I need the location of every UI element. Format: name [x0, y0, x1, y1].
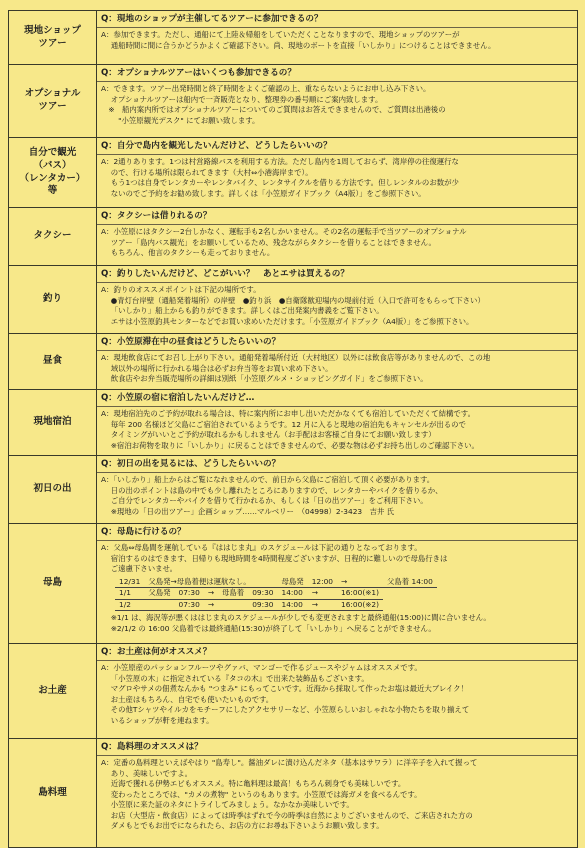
answer-line: A：小笠原産のパッションフルーツやグァバ、マンゴーで作るジュースやジャムはオススメです。 [101, 663, 422, 673]
answer-line: A：「いしかり」船上からはご覧になれませんので、前日から父島にご宿泊して頂く必要があります。 [101, 475, 435, 485]
timetable-cell: → [337, 577, 383, 588]
category-label: お土産 [9, 644, 97, 738]
timetable-cell: 07:30 [175, 599, 204, 611]
section-body [97, 739, 577, 847]
faq-section-self-sightseeing [8, 138, 578, 208]
timetable-cell: 父島着 [386, 576, 410, 586]
question: Q：現地のショップが主催してるツアーに参加できるの？ [97, 11, 577, 28]
category-label: 昼食 [9, 334, 97, 389]
answer-line: ツアー「島内バス観光」をお願いしているため、残念ながらタクシーを借りることはできません。 [101, 237, 436, 247]
answer-line: A：現地飲食店にてお召し上がり下さい。通船発着場所付近（大村地区）以外には飲食店等がありませんので、この地 [101, 353, 491, 363]
answer [97, 225, 577, 261]
question: Q：釣りしたいんだけど、どこがいい？ あとエサは買えるの？ [97, 266, 577, 283]
section-body [97, 208, 577, 265]
faq-section-local-stay [8, 390, 578, 456]
answer-line: ので、行ける場所は限られてきます（大村⇔小港海岸まで）。 [101, 167, 313, 177]
faq-section-taxi [8, 208, 578, 266]
answer [97, 661, 577, 728]
faq-section-first-sunrise [8, 456, 578, 524]
ferry-timetable [115, 577, 437, 612]
timetable-cell: → [308, 599, 337, 611]
question: Q：タクシーは借りれるの？ [97, 208, 577, 225]
answer-line: お店（大型店・飲食店）によっては時季はずれで今の時季は自然によりございませんので、ご来店された方の [101, 810, 473, 820]
question: Q：初日の出を見るには、どうしたらいいの？ [97, 456, 577, 473]
timetable-cell: → [308, 588, 337, 600]
timetable-cell: 母島着 [218, 588, 248, 600]
timetable-row [115, 599, 437, 611]
category-label: 母島 [9, 524, 97, 643]
timetable-cell: 12:00 [308, 577, 337, 588]
answer [97, 155, 577, 201]
timetable-cell: 07:30 [175, 588, 204, 600]
timetable-cell: 父島発→母島着便は運航なし。 [144, 577, 277, 588]
answer-line: いるショップが軒を連ねます。 [101, 715, 214, 725]
timetable-cell: 12/31 [115, 577, 144, 588]
section-body [97, 138, 577, 207]
answer-line: ダメもとでもお出でになられたら、お店の方にお尋ね下さいようお願い致します。 [101, 821, 384, 831]
timetable-cell: 09:30 [248, 599, 277, 611]
answer [97, 473, 577, 519]
answer-line: A：定番の島料理といえばやはり "島寿し"。醤油ダレに漬け込んだネタ（基本はサワラ）に洋辛子を入れて握って [101, 758, 478, 768]
answer-line: もちろん、他言のタクシーも走っておりません。 [101, 248, 275, 258]
timetable-row [115, 577, 437, 588]
question: Q：お土産は何がオススメ？ [97, 644, 577, 661]
answer [97, 541, 577, 636]
answer-line: その他Tシャツやイルカをモチーフにしたアクセサリーなど、小笠原らしいおしゃれな小物たちを取り揃えて [101, 705, 470, 715]
category-label: 現地ショップ ツアー [9, 11, 97, 64]
category-label: タクシー [9, 208, 97, 265]
answer-line: ないのでご予約をお勧め致します。詳しくは「小笠原ガイドブック（A4版）」をご参照下さい。 [101, 188, 426, 198]
answer [97, 756, 577, 834]
faq-section-fishing [8, 266, 578, 334]
answer [97, 351, 577, 387]
faq-section-lunch [8, 334, 578, 390]
question: Q：自分で島内を観光したいんだけど、どうしたらいいの？ [97, 138, 577, 155]
answer-line: A：現地宿泊先のご予約が取れる場合は、特に案内所にお申し出いただかなくても宿泊していただくて結構です。 [101, 409, 476, 419]
timetable-cell: 14:00 [278, 599, 308, 611]
faq-section-local-shop-tour [8, 10, 578, 65]
timetable-cell: 16:00(※2) [337, 599, 383, 611]
category-label: オプショナル ツアー [9, 65, 97, 137]
category-label: 自分で観光 （バス） （レンタカー） 等 [9, 138, 97, 207]
faq-section-island-food [8, 739, 578, 848]
category-label: 初日の出 [9, 456, 97, 523]
answer-line: A：父島⇔母島間を運航している『ははじま丸』のスケジュールは下記の通りとなっております。 [101, 543, 422, 553]
timetable-cell: 1/2 [115, 599, 144, 611]
question: Q：小笠原の宿に宿泊したいんだけど… [97, 390, 577, 407]
category-label: 釣り [9, 266, 97, 333]
timetable-cell [218, 599, 248, 611]
timetable-cell: 09:30 [248, 588, 277, 600]
answer-line: ご自分でレンタカーやバイクを借りて行かれるか、もしくは「日の出ツアー」をご利用下さい。 [101, 496, 428, 506]
answer-line: A：小笠原にはタクシー2台しかなく、運転手も2名しかいません。その2名の運転手で当ツアーのオプショナル [101, 227, 467, 237]
answer-line: お土産はもちろん、自宅でも使いたいものです。 [101, 694, 274, 704]
answer-line: A：釣りのオススメポイントは下記の場所です。 [101, 285, 261, 295]
answer-line: 通船時間に間に合うかどうかよくご確認下さい。尚、現地のボートを直接「いしかり」につけることはできません。 [101, 40, 496, 50]
timetable-cell: 14:00 [278, 588, 308, 600]
answer-line: エサは小笠原釣具センターなどでお買い求めいただけます。「小笠原ガイドブック（A4版）」をご参照下さい。 [101, 316, 474, 326]
answer-line: A：できます。ツアー出発時間と終了時間をよくご確認の上、重ならないようにお申し込み下さい。 [101, 84, 431, 94]
answer-line: ※ 船内案内所ではオプショナルツアーについてのご質問はお答えできませんので、ご質問は出港後の [101, 105, 446, 115]
faq-sheet [8, 10, 578, 831]
answer-line: 毎年 200 名様ほど父島にご宿泊されているようです。12 月に入ると現地の宿泊先もキャンセルが出るので [101, 419, 466, 429]
answer-line: A：2通りあります。1つは村営路線バスを利用する方法。ただし島内を1周しておらず、湾岸停の往復運行な [101, 157, 459, 167]
answer-line: 宿泊するのはできます、日帰りも現地時間を4時間程度ございますが、日程的に難しいので母島行きは [101, 553, 448, 563]
section-body [97, 524, 577, 643]
timetable-cell: → [204, 599, 218, 611]
question: Q：母島に行けるの？ [97, 524, 577, 541]
section-body [97, 390, 577, 455]
timetable-cell: 父島発 [144, 588, 174, 600]
section-body [97, 65, 577, 137]
answer-line: ※1/1 は、海況等が悪くははじま丸のスケジュールが少しでも変更されますと最終通船(15:00)に間に合いません。 [101, 613, 491, 623]
answer-line: 小笠原に来た証のネタにトライしてみましょう。なかなか美味しいです。 [101, 800, 354, 810]
section-body [97, 11, 577, 64]
faq-section-souvenir [8, 644, 578, 739]
category-label: 島料理 [9, 739, 97, 847]
answer-line: タイミングがいいとご予約が取れるかもしれません（お手配はお客様ご自身にてお願い致します） [101, 430, 436, 440]
answer-line: ご遠慮下さいませ。 [101, 564, 178, 574]
answer-line: もう1つは自身でレンタカーやレンタバイク、レンタサイクルを借りる方法です。但しレンタルのお数が少 [101, 178, 459, 188]
answer [97, 407, 577, 453]
timetable-cell: 14:00 [411, 576, 433, 586]
faq-section-hahajima [8, 524, 578, 644]
question: Q：島料理のオススメは？ [97, 739, 577, 756]
answer-line: 変わったところでは、"カメの煮物" というのもあります。小笠原では海ガメを食べるんです。 [101, 789, 422, 799]
answer-line: 近海で獲れる伊勢エビもオススメ。特に亀料理は最高！もちろん刺身でも美味しいです。 [101, 779, 406, 789]
answer [97, 28, 577, 53]
answer-line: "小笠原観光デスク" にてお願い致します。 [101, 115, 260, 125]
answer-line: 日の出のポイントは島の中でも少し離れたところにありますので、レンタカーやバイクを借りるか、 [101, 485, 443, 495]
answer [97, 283, 577, 329]
answer-line: 飲食店やお弁当販売場所の詳細は別紙「小笠原グルメ・ショッピングガイド」をご参照下さい。 [101, 374, 428, 384]
answer-line: オプショナルツアーは船内で一斉販売となり、整理券の番号順にご案内致します。 [101, 94, 383, 104]
category-label: 現地宿泊 [9, 390, 97, 455]
section-body [97, 644, 577, 738]
answer-line: ※現地の「日の出ツアー」企画ショップ……マルベリー （04998）2-3423 吉井 氏 [101, 506, 395, 516]
answer-line: ●青灯台岸壁（通船発着場所）の岸壁 ●釣り浜 ●自衛隊歓迎場内の堤前付近（入口で許可をもらって下さい） [101, 295, 485, 305]
timetable-cell: 母島発 [278, 577, 308, 588]
question: Q：小笠原滞在中の昼食はどうしたらいいの？ [97, 334, 577, 351]
section-body [97, 266, 577, 333]
section-body [97, 456, 577, 523]
timetable-cell: → [204, 588, 218, 600]
answer [97, 82, 577, 128]
answer-line: あり、美味しいですよ。 [101, 768, 193, 778]
answer-line: マグロやサメの佃煮なんかも "つまみ" にもってこいです。近海から採取して作ったお塩は最近大ブレイク！ [101, 684, 468, 694]
question: Q：オプショナルツアーはいくつも参加できるの？ [97, 65, 577, 82]
answer-line: A：参加できます。ただし、通船にて上陸＆帰船をしていただくことなりますので、現地ショップのツアーが [101, 30, 460, 40]
section-body [97, 334, 577, 389]
answer-line: 「小笠原の木」に指定されている『タコの木』で出来た装飾品もございます。 [101, 673, 369, 683]
answer-line: ※2/1/2 の 16:00 父島着では最終通船(15:30)が終了して「いしかり」へ戻ることができません。 [101, 623, 436, 633]
faq-section-optional-tour [8, 65, 578, 138]
timetable-row [115, 588, 437, 600]
timetable-cell [144, 599, 174, 611]
answer-line: 域以外の場所に行かれる場合は必ずお弁当等をお買い求め下さい。 [101, 363, 333, 373]
timetable-cell: 1/1 [115, 588, 144, 600]
timetable-cell: 16:00(※1) [337, 588, 383, 600]
answer-line: 「いしかり」船上からも釣りができます。詳しくはご出発案内書義をご覧下さい。 [101, 306, 384, 316]
answer-line: ※宿泊お荷物を取りに「いしかり」に戻ることはできませんので、必要な物は必ずお持ち出しのご確認下さい。 [101, 440, 479, 450]
